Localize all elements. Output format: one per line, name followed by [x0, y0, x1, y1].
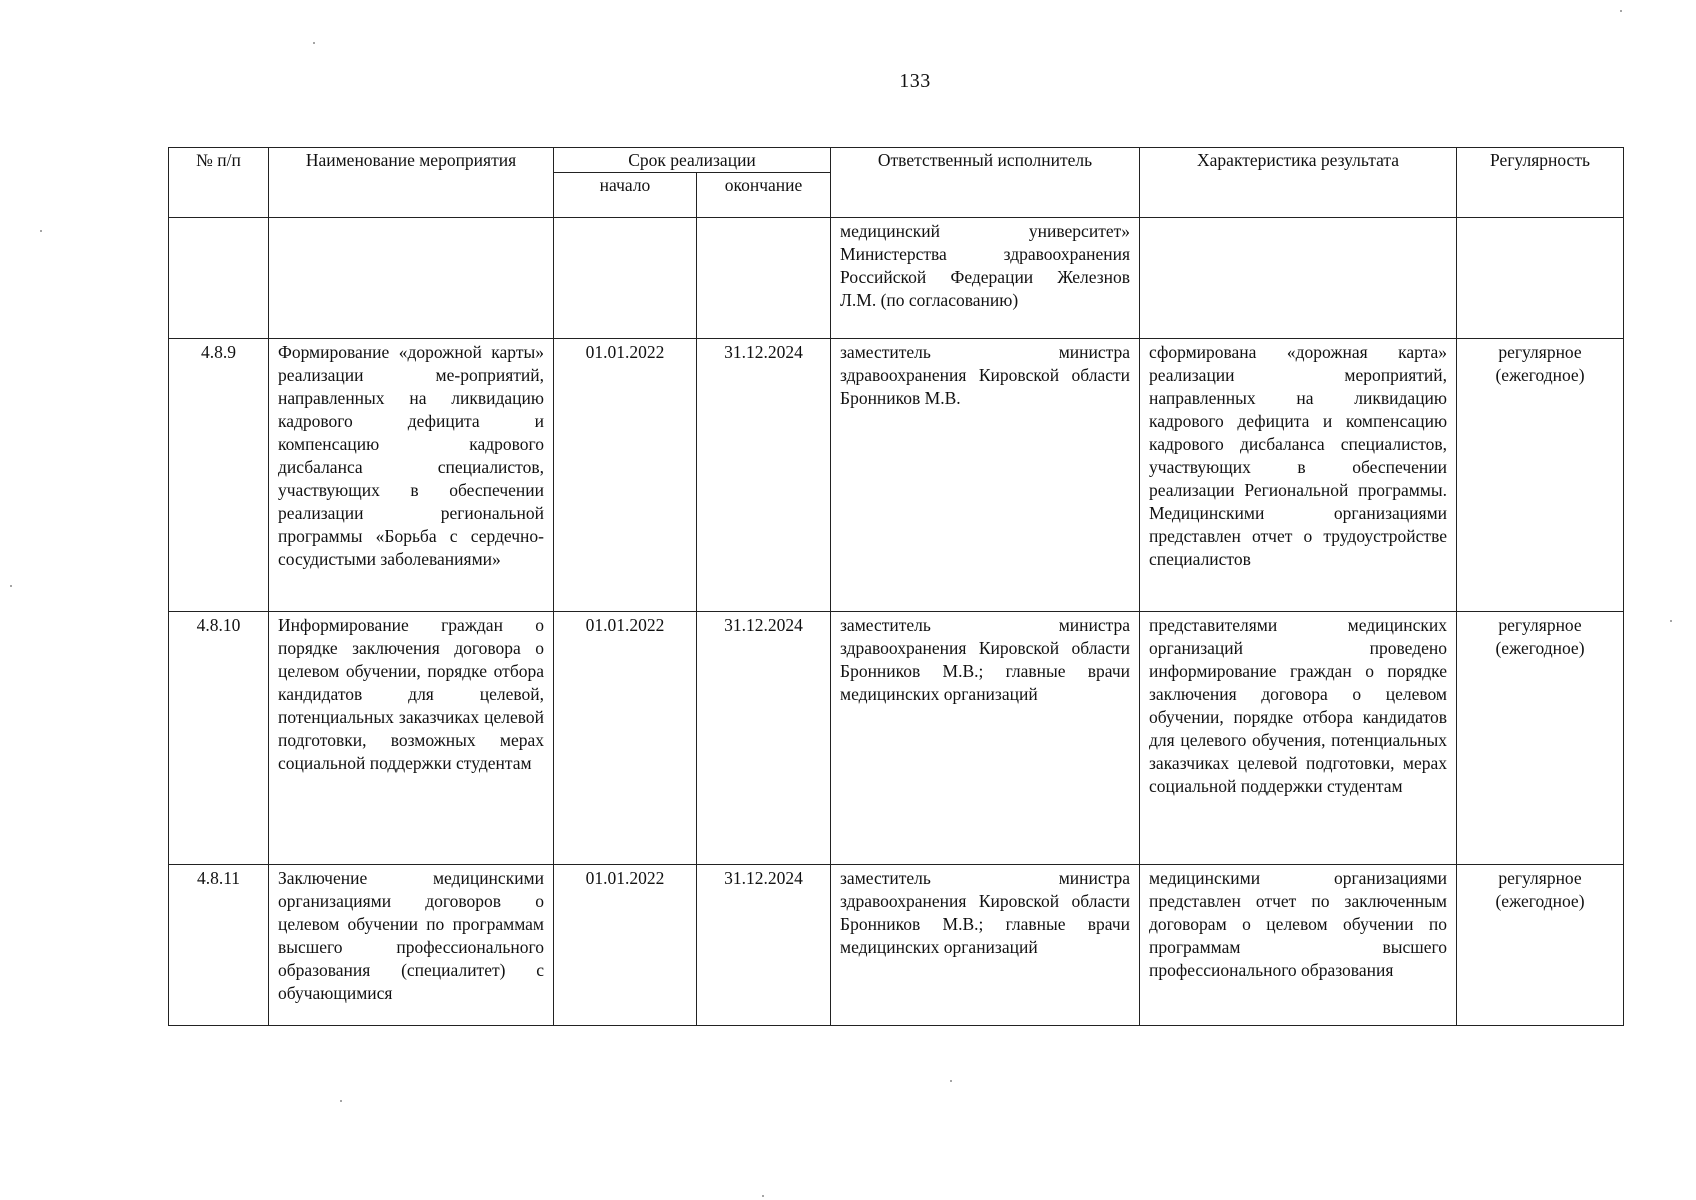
header-result: Характеристика результата — [1140, 148, 1457, 218]
table-row — [169, 612, 1624, 865]
cell-regularity — [1457, 218, 1624, 339]
cell-result: сформирована «дорожная карта» реализации мероприятий, направленных на ликвидацию кадрового дефицита и компенсацию кадрового дисбаланса специалистов, участвующих в обеспечении реализации Региональной программы. Медицинскими организациями представлен отчет о трудоустройстве специалистов — [1140, 339, 1457, 612]
page-number: 133 — [899, 70, 931, 92]
cell-name: Заключение медицинскими организациями договоров о целевом обучении по программам высшего профессионального образования (специалитет) с обучающимися — [269, 865, 554, 1026]
header-regularity: Регулярность — [1457, 148, 1624, 218]
header-responsible: Ответственный исполнитель — [831, 148, 1140, 218]
cell-num: 4.8.10 — [169, 612, 269, 865]
header-end: окончание — [697, 173, 831, 218]
cell-start: 01.01.2022 — [554, 865, 697, 1026]
cell-num — [169, 218, 269, 339]
scan-speck — [1670, 620, 1672, 622]
table-row — [169, 865, 1624, 1026]
scan-speck — [762, 1195, 764, 1197]
cell-name: Информирование граждан о порядке заключения договора о целевом обучении, порядке отбора кандидатов для целевой, потенциальных заказчиках целевой подготовки, возможных мерах социальной поддержки студентам — [269, 612, 554, 865]
cell-name — [269, 218, 554, 339]
cell-start — [554, 218, 697, 339]
cell-end — [697, 218, 831, 339]
scan-speck — [950, 1080, 952, 1082]
cell-result: медицинскими организациями представлен отчет по заключенным договорам о целевом обучении по программам высшего профессионального образования — [1140, 865, 1457, 1026]
activities-table — [168, 147, 1624, 1026]
header-name: Наименование мероприятия — [269, 148, 554, 218]
cell-responsible: заместитель министра здравоохранения Кировской области Бронников М.В.; главные врачи медицинских организаций — [831, 865, 1140, 1026]
header-num: № п/п — [169, 148, 269, 218]
scan-speck — [10, 585, 12, 587]
cell-regularity: регулярное (ежегодное) — [1457, 339, 1624, 612]
cell-responsible: заместитель министра здравоохранения Кировской области Бронников М.В. — [831, 339, 1140, 612]
scan-speck — [40, 230, 42, 232]
scan-speck — [340, 1100, 342, 1102]
table-header-row — [169, 148, 1624, 173]
table-row — [169, 218, 1624, 339]
scan-speck — [1620, 10, 1622, 12]
cell-num: 4.8.9 — [169, 339, 269, 612]
cell-num: 4.8.11 — [169, 865, 269, 1026]
cell-end: 31.12.2024 — [697, 865, 831, 1026]
cell-responsible: заместитель министра здравоохранения Кировской области Бронников М.В.; главные врачи медицинских организаций — [831, 612, 1140, 865]
cell-responsible: медицинский университет» Министерства здравоохранения Российской Федерации Железнов Л.М. (по согласованию) — [831, 218, 1140, 339]
cell-result — [1140, 218, 1457, 339]
cell-end: 31.12.2024 — [697, 612, 831, 865]
cell-end: 31.12.2024 — [697, 339, 831, 612]
cell-start: 01.01.2022 — [554, 339, 697, 612]
cell-regularity: регулярное (ежегодное) — [1457, 612, 1624, 865]
cell-name: Формирование «дорожной карты» реализации ме-роприятий, направленных на ликвидацию кадрового дефицита и компенсацию кадрового дисбаланса специалистов, участвующих в обеспечении реализации региональной программы «Борьба с сердечно-сосудистыми заболеваниями» — [269, 339, 554, 612]
scan-speck — [313, 42, 315, 44]
cell-regularity: регулярное (ежегодное) — [1457, 865, 1624, 1026]
header-term: Срок реализации — [554, 148, 831, 173]
cell-start: 01.01.2022 — [554, 612, 697, 865]
cell-result: представителями медицинских организаций проведено информирование граждан о порядке заключения договора о целевом обучении, порядке отбора кандидатов для целевого обучения, потенциальных заказчиках целевой подготовки, мерах социальной поддержки студентам — [1140, 612, 1457, 865]
table-row — [169, 339, 1624, 612]
header-start: начало — [554, 173, 697, 218]
